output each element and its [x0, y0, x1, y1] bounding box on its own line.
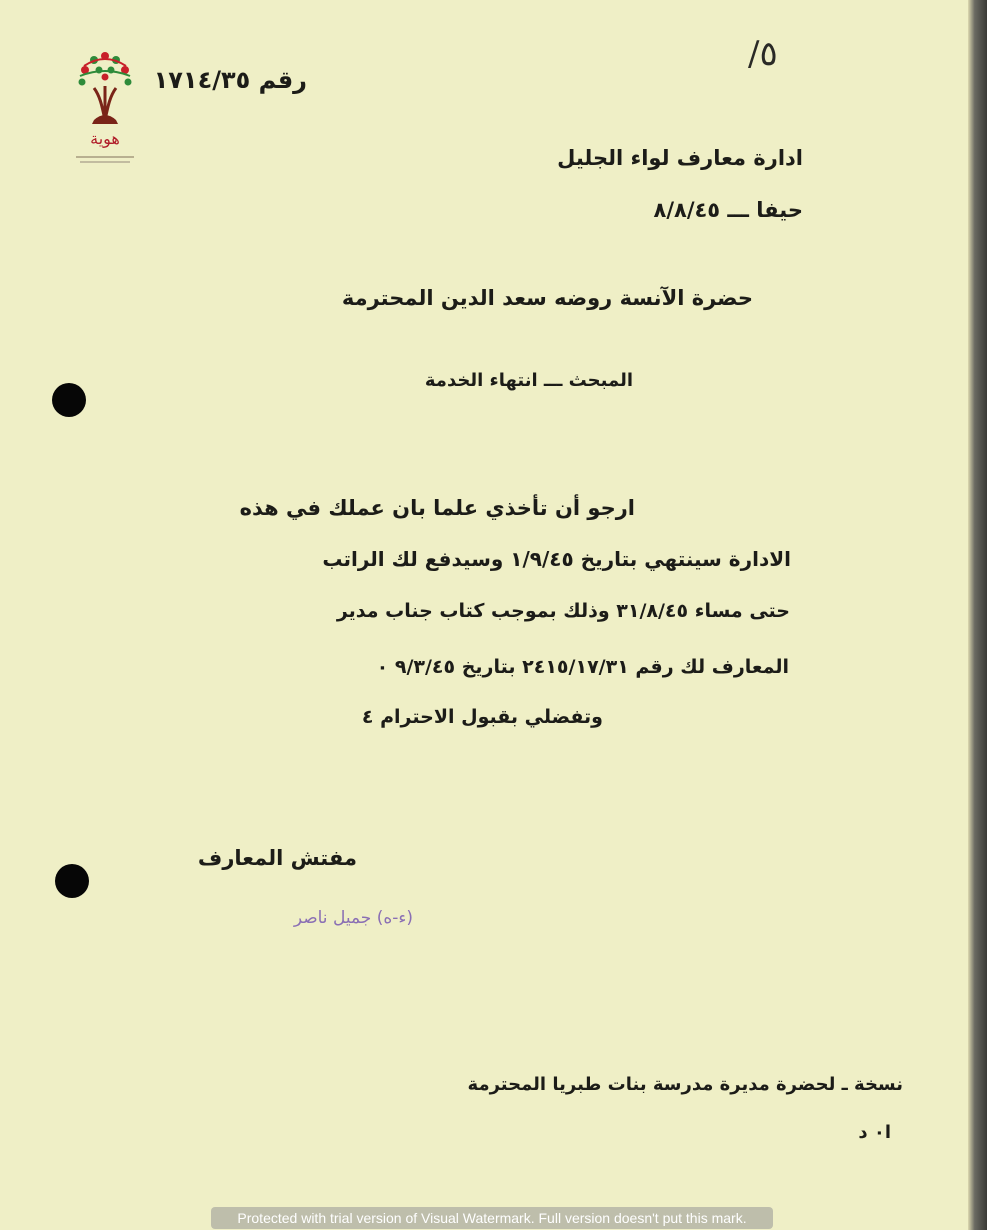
hawiya-logo	[74, 46, 136, 168]
body-line: المعارف لك رقم ٢٤١٥/١٧/٣١ بتاريخ ٩/٣/٤٥ ٠	[376, 656, 789, 678]
office-header: ادارة معارف لواء الجليل	[557, 146, 803, 170]
addressee: حضرة الآنسة روضه سعد الدين المحترمة	[341, 286, 753, 310]
subject-line: المبحث ـــ انتهاء الخدمة	[424, 370, 633, 391]
punch-hole	[52, 383, 86, 417]
reference-number: رقم ١٧١٤/٣٥	[153, 66, 307, 94]
signature-stamp: (ء-ه) جميل ناصر	[293, 908, 413, 928]
place-date: حيفا ـــ ٨/٨/٤٥	[653, 198, 803, 222]
closing-line: وتفضلي بقبول الاحترام ٤	[361, 706, 603, 728]
body-line: حتى مساء ٣١/٨/٤٥ وذلك بموجب كتاب جناب مدير	[336, 600, 790, 622]
copy-recipient: نسخة ـ لحضرة مديرة مدرسة بنات طبريا المحترمة	[467, 1074, 903, 1095]
page-edge-shadow	[968, 0, 987, 1230]
page-number: /٥	[748, 34, 778, 74]
signature-title: مفتش المعارف	[197, 846, 357, 870]
initials: ا٠ د	[858, 1122, 891, 1143]
body-line: الادارة سينتهي بتاريخ ١/٩/٤٥ وسيدفع لك الراتب	[322, 547, 791, 571]
tree-of-people-icon	[79, 52, 132, 124]
punch-hole	[55, 864, 89, 898]
trial-watermark: Protected with trial version of Visual Watermark. Full version doesn't put this mark.	[211, 1207, 773, 1229]
body-line: ارجو أن تأخذي علما بان عملك في هذه	[239, 496, 635, 520]
logo-name: هوية	[90, 129, 120, 148]
